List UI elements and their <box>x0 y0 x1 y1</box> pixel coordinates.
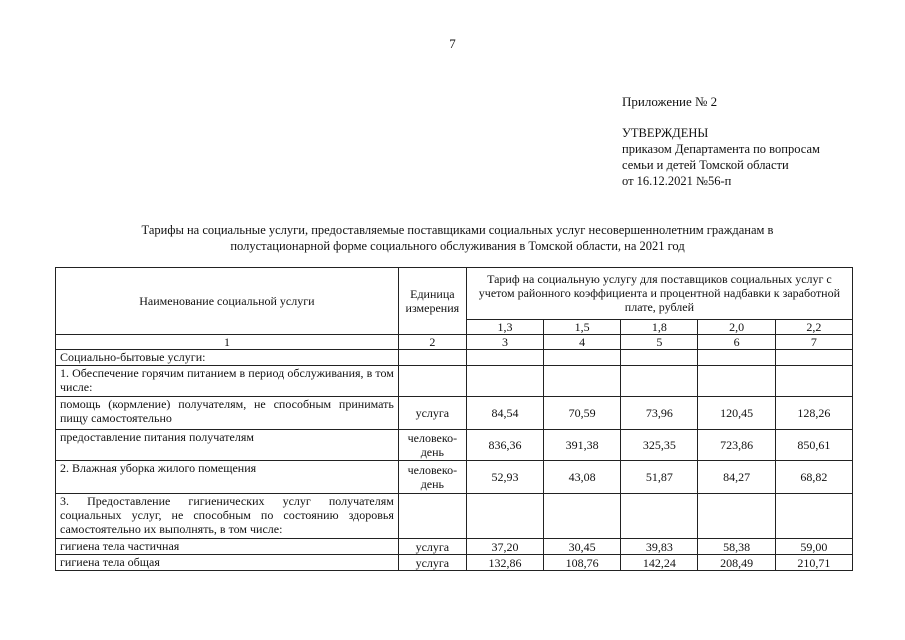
tariff-cell: 325,35 <box>621 430 698 461</box>
tariff-cell <box>466 350 543 366</box>
tariff-cell <box>775 366 852 397</box>
column-header-unit-line: Единица <box>410 287 455 301</box>
document-title-line: Тарифы на социальные услуги, предоставляемые поставщиками социальных услуг несовершеннолетним гражданам в <box>141 223 774 237</box>
tariff-cell <box>621 494 698 539</box>
document-title-line: полустационарной форме социального обслуживания в Томской области, на 2021 год <box>230 239 685 253</box>
coefficient-header: 2,2 <box>775 319 852 334</box>
tariff-cell: 68,82 <box>775 461 852 494</box>
tariff-cell: 70,59 <box>544 397 621 430</box>
tariff-cell: 128,26 <box>775 397 852 430</box>
column-number: 1 <box>56 335 399 350</box>
column-number: 7 <box>775 335 852 350</box>
tariff-cell <box>544 494 621 539</box>
unit-cell <box>398 350 466 366</box>
service-name-cell: 2. Влажная уборка жилого помещения <box>56 461 399 494</box>
service-name-cell: Социально-бытовые услуги: <box>56 350 399 366</box>
table-row <box>56 461 853 494</box>
service-name-cell: предоставление питания получателям <box>56 430 399 461</box>
service-name-cell: гигиена тела частичная <box>56 539 399 555</box>
tariff-cell: 43,08 <box>544 461 621 494</box>
tariff-cell <box>698 494 775 539</box>
table-row <box>56 539 853 555</box>
tariff-cell: 39,83 <box>621 539 698 555</box>
column-number: 4 <box>544 335 621 350</box>
tariff-cell <box>698 366 775 397</box>
coefficient-header: 1,3 <box>466 319 543 334</box>
coefficient-header: 2,0 <box>698 319 775 334</box>
page-number: 7 <box>449 36 456 51</box>
tariff-cell <box>466 366 543 397</box>
column-number: 2 <box>398 335 466 350</box>
tariff-cell: 210,71 <box>775 555 852 571</box>
unit-cell: человеко-день <box>398 430 466 461</box>
service-name-cell: гигиена тела общая <box>56 555 399 571</box>
approval-line: от 16.12.2021 №56-п <box>622 174 732 188</box>
tariff-cell <box>775 350 852 366</box>
tariff-cell <box>544 350 621 366</box>
column-number: 5 <box>621 335 698 350</box>
tariff-cell: 73,96 <box>621 397 698 430</box>
column-header-unit-line: измерения <box>405 301 460 315</box>
tariff-cell: 37,20 <box>466 539 543 555</box>
tariff-cell <box>621 350 698 366</box>
tariff-cell: 850,61 <box>775 430 852 461</box>
tariff-cell: 723,86 <box>698 430 775 461</box>
document-title <box>60 222 855 254</box>
table-row <box>56 430 853 461</box>
tariff-cell: 391,38 <box>544 430 621 461</box>
approval-line: приказом Департамента по вопросам <box>622 142 820 156</box>
tariff-cell: 142,24 <box>621 555 698 571</box>
tariff-cell: 208,49 <box>698 555 775 571</box>
approval-heading: УТВЕРЖДЕНЫ <box>622 126 709 140</box>
tariff-cell: 52,93 <box>466 461 543 494</box>
tariff-cell: 30,45 <box>544 539 621 555</box>
approval-line: семьи и детей Томской области <box>622 158 789 172</box>
tariff-table <box>55 267 853 571</box>
tariff-cell: 84,27 <box>698 461 775 494</box>
column-number: 6 <box>698 335 775 350</box>
tariff-cell <box>775 494 852 539</box>
service-name-cell: помощь (кормление) получателям, не способным принимать пищу самостоятельно <box>56 397 399 430</box>
column-header-service-name: Наименование социальной услуги <box>56 268 399 335</box>
tariff-cell <box>544 366 621 397</box>
table-row <box>56 350 853 366</box>
table-header-row <box>56 268 853 320</box>
unit-cell: услуга <box>398 555 466 571</box>
tariff-cell: 108,76 <box>544 555 621 571</box>
coefficient-header: 1,5 <box>544 319 621 334</box>
tariff-cell: 58,38 <box>698 539 775 555</box>
column-header-tariff: Тариф на социальную услугу для поставщиков социальных услуг с учетом районного коэффициента и процентной надбавки к заработной плате, рублей <box>466 268 852 320</box>
table-row <box>56 397 853 430</box>
tariff-cell: 51,87 <box>621 461 698 494</box>
table-row <box>56 366 853 397</box>
column-header-unit <box>398 268 466 335</box>
tariff-cell <box>698 350 775 366</box>
tariff-cell <box>621 366 698 397</box>
unit-cell: услуга <box>398 539 466 555</box>
unit-cell: человеко-день <box>398 461 466 494</box>
unit-cell <box>398 366 466 397</box>
tariff-cell: 59,00 <box>775 539 852 555</box>
table-row <box>56 494 853 539</box>
column-number-row <box>56 335 853 350</box>
tariff-cell: 120,45 <box>698 397 775 430</box>
tariff-cell: 84,54 <box>466 397 543 430</box>
unit-cell <box>398 494 466 539</box>
approval-block <box>622 125 820 189</box>
tariff-cell: 836,36 <box>466 430 543 461</box>
service-name-cell: 1. Обеспечение горячим питанием в период обслуживания, в том числе: <box>56 366 399 397</box>
service-name-cell: 3. Предоставление гигиенических услуг получателям социальных услуг, не способным по состоянию здоровья самостоятельно их выполнять, в том числе: <box>56 494 399 539</box>
table-row <box>56 555 853 571</box>
coefficient-header: 1,8 <box>621 319 698 334</box>
tariff-cell <box>466 494 543 539</box>
appendix-label: Приложение № 2 <box>622 94 718 109</box>
tariff-cell: 132,86 <box>466 555 543 571</box>
column-number: 3 <box>466 335 543 350</box>
unit-cell: услуга <box>398 397 466 430</box>
